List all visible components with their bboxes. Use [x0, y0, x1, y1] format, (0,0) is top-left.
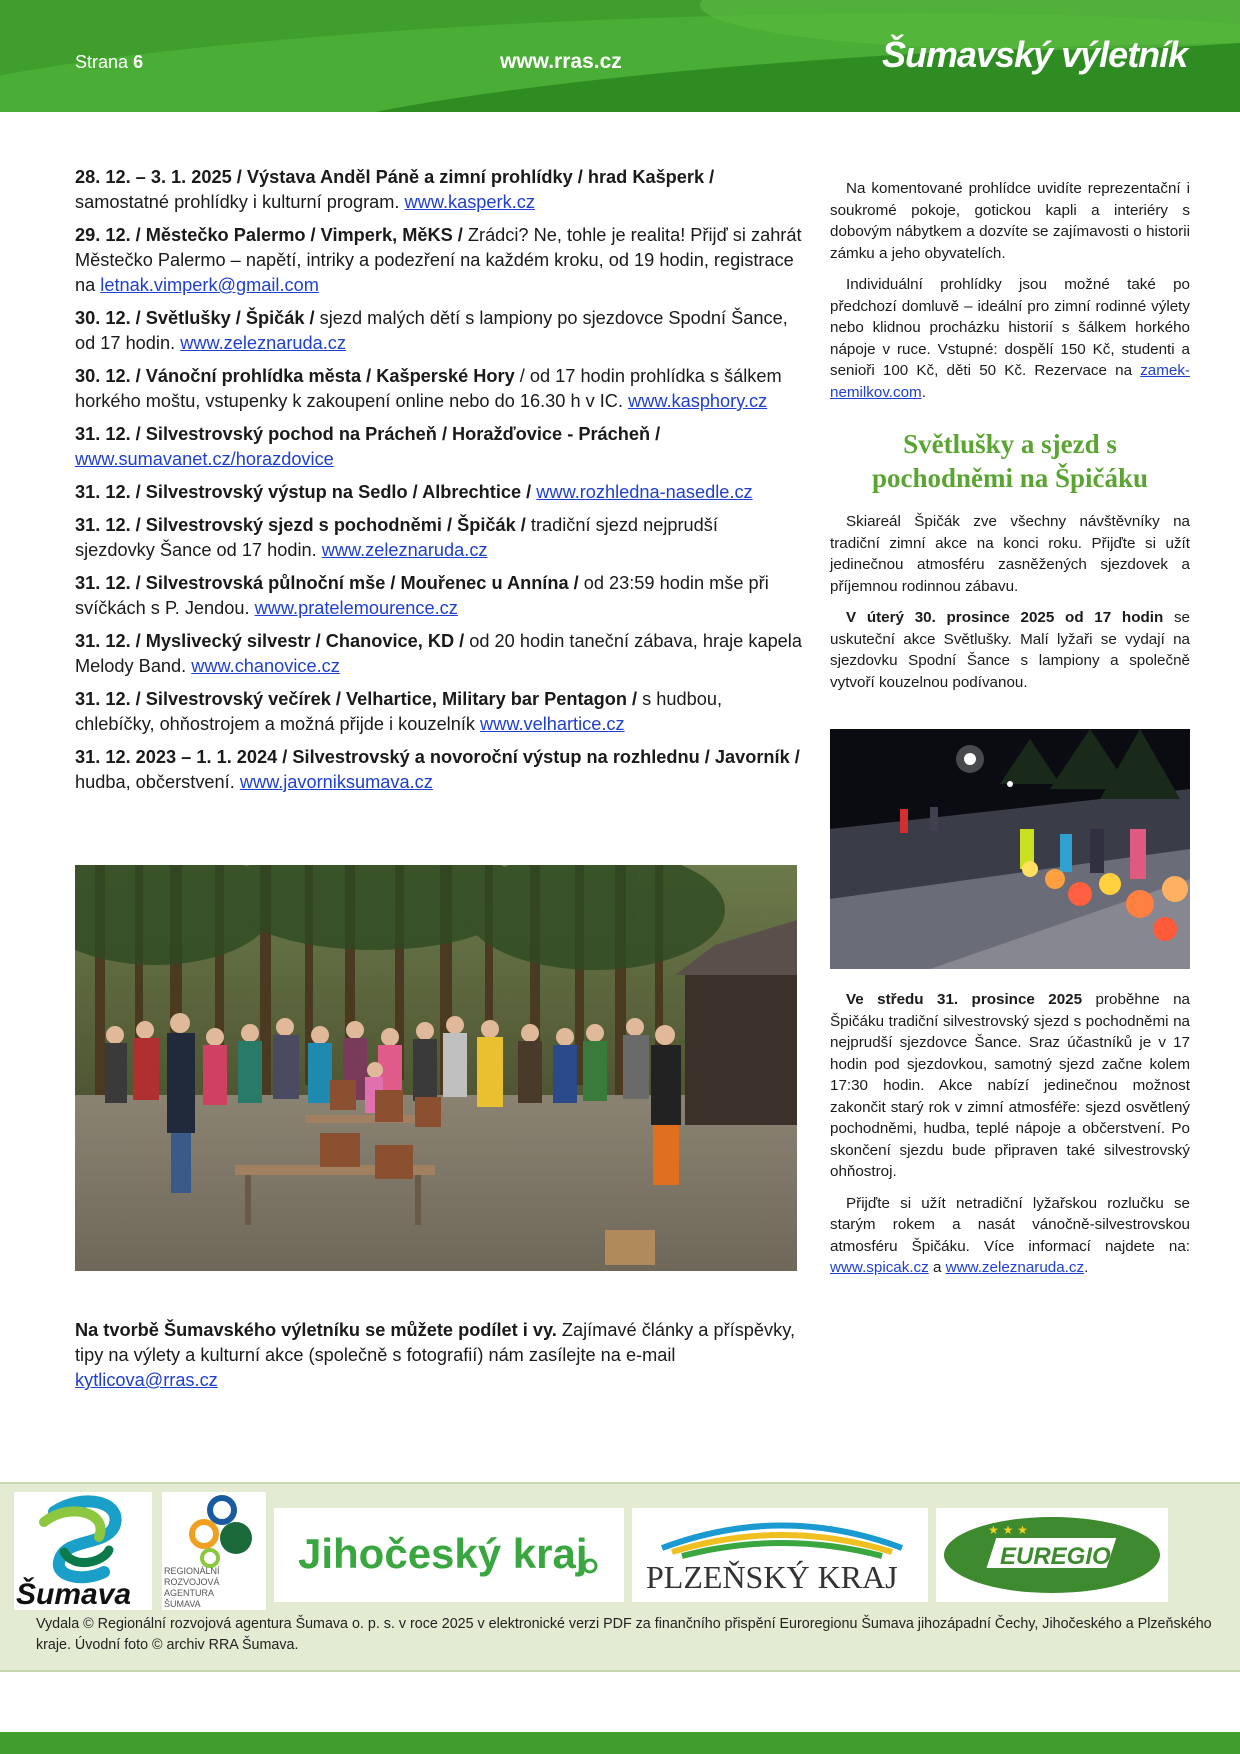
jihocesky-kraj-logo: [274, 1508, 624, 1602]
svg-text:Šumava: Šumava: [16, 1578, 132, 1610]
page-number: Strana 6: [75, 52, 144, 72]
zeleznaruda-link[interactable]: www.zeleznaruda.cz: [945, 1259, 1085, 1276]
reservation-link[interactable]: zamek-nemilkov.com: [830, 362, 1190, 401]
paragraph: Ve středu 31. prosince 2025 proběhne na Špičáku tradiční silvestrovský sjezd s pochodněmi na nejprudší sjezdovce Šance. Sraz účastníků je v 17 hodin pod sjezdovkou, samotný sjezd začne kolem 17:30 hodin. Akce nabízí jedinečnou možnost zakončit starý rok v zimní atmosféře: sjezd osvětlený pochodněmi, hudba, teplé nápoje a občerstvení. Po skončení sjezdu bude připraven také silvestrovský ohňostroj.: [830, 991, 1190, 1180]
contribute-note: Na tvorbě Šumavského výletníku se můžete podílet i vy. Zajímavé články a příspěvky, tipy na výlety a kulturní akce (společně s fotografií) nám zasílejte na e-mail kytlicova@rras.cz: [75, 1320, 796, 1390]
svg-text:PLZEŇSKÝ KRAJ: PLZEŇSKÝ KRAJ: [646, 1559, 898, 1595]
event-item: 31. 12. / Myslivecký silvestr / Chanovice, KD / od 20 hodin taneční zábava, hraje kapela Melody Band. www.chanovice.cz: [75, 631, 802, 676]
event-link[interactable]: www.sumavanet.cz/horazdovice: [75, 449, 334, 469]
svg-text:REGIONÁLNÍ: REGIONÁLNÍ: [164, 1566, 220, 1576]
event-item: 29. 12. / Městečko Palermo / Vimperk, MěKS / Zrádci? Ne, tohle je realita! Přijď si zahrát Městečko Palermo – napětí, intriky a podezření na každém kroku, od 19 hodin, registrace na letnak.vimperk@gmail.com: [75, 225, 802, 295]
event-link[interactable]: www.velhartice.cz: [480, 714, 625, 734]
event-item: 28. 12. – 3. 1. 2025 / Výstava Anděl Páně a zimní prohlídky / hrad Kašperk / samostatné prohlídky i kulturní program. www.kasperk.cz: [75, 167, 715, 212]
event-link[interactable]: www.pratelemourence.cz: [254, 598, 458, 618]
event-item: 31. 12. / Silvestrovská půlnoční mše / Mouřenec u Annína / od 23:59 hodin mše při svíčkách s P. Jendou. www.pratelemourence.cz: [75, 573, 769, 618]
publisher-note: Vydala © Regionální rozvojová agentura Šumava o. p. s. v roce 2025 v elektronické verzi PDF za finančního přispění Euroregionu Šumava jihozápadní Čechy, Jihočeského a Plzeňského kraje. Úvodní foto © archiv RRA Šumava.: [36, 1616, 1212, 1653]
paragraph: V úterý 30. prosince 2025 od 17 hodin se uskuteční akce Světlušky. Malí lyžaři se vydají na sjezdovku Spodní Šance s lampiony a společně vytvoří kouzelnou podívanou.: [830, 609, 1191, 691]
event-link[interactable]: www.javorniksumava.cz: [239, 772, 433, 792]
svg-text:AGENTURA: AGENTURA: [164, 1588, 215, 1598]
bottom-bar: [0, 1732, 1240, 1754]
svg-text:ŠUMAVA: ŠUMAVA: [164, 1599, 201, 1609]
svg-text:Jihočeský kraj: Jihočeský kraj: [298, 1530, 588, 1577]
event-link[interactable]: www.kasphory.cz: [628, 391, 768, 411]
event-link[interactable]: www.rozhledna-nasedle.cz: [536, 482, 753, 502]
event-link[interactable]: www.kasperk.cz: [404, 192, 535, 212]
event-item: 30. 12. / Světlušky / Špičák / sjezd malých dětí s lampiony po sjezdovce Spodní Šance, od 17 hodin. www.zeleznaruda.cz: [75, 308, 788, 353]
sumava-logo: [14, 1492, 152, 1610]
spicak-link[interactable]: www.spicak.cz: [830, 1259, 929, 1276]
paragraph: Skiareál Špičák zve všechny návštěvníky na tradiční zimní akce na konci roku. Přijďte si užít jedinečnou atmosféru zasněžených sjezdovek a příjemnou rodinnou zábavu.: [830, 513, 1190, 595]
event-link[interactable]: www.zeleznaruda.cz: [321, 540, 488, 560]
event-item: 31. 12. / Silvestrovský večírek / Velhartice, Military bar Pentagon / s hudbou, chlebíčky, ohňostrojem a možná přijde i kouzelník www.velhartice.cz: [75, 689, 723, 734]
paragraph: Na komentované prohlídce uvidíte reprezentační i soukromé pokoje, gotickou kapli a interiéry s dobovým nábytkem a dozvíte se zajímavosti o historii zámku a jeho obyvatelích.: [830, 180, 1190, 262]
brand-title: Šumavský výletník: [882, 34, 1188, 75]
email-link[interactable]: kytlicova@rras.cz: [75, 1370, 218, 1390]
rras-logo: [162, 1492, 266, 1610]
svg-text:EUREGIO: EUREGIO: [1000, 1543, 1111, 1570]
event-link[interactable]: www.chanovice.cz: [191, 656, 340, 676]
section-heading: Světlušky a sjezd s pochodněmi na Špičáku: [871, 429, 1149, 493]
euregio-logo: [936, 1508, 1168, 1602]
events-list: [75, 165, 802, 803]
partner-footer: [0, 1482, 1240, 1672]
forest-gathering-photo: [75, 865, 797, 1271]
event-item: 31. 12. 2023 – 1. 1. 2024 / Silvestrovský a novoroční výstup na rozhlednu / Javorník / hudba, občerstvení. www.javorniksumava.cz: [75, 747, 800, 792]
night-ski-photo: [830, 729, 1190, 969]
svg-text:ROZVOJOVÁ: ROZVOJOVÁ: [164, 1577, 220, 1587]
header-url[interactable]: www.rras.cz: [500, 50, 622, 73]
event-link[interactable]: www.zeleznaruda.cz: [180, 333, 346, 353]
page-header: [0, 0, 1240, 112]
event-item: 31. 12. / Silvestrovský pochod na Prácheň / Horažďovice - Prácheň / www.sumavanet.cz/horazdovice: [75, 424, 661, 469]
event-item: 31. 12. / Silvestrovský výstup na Sedlo / Albrechtice / www.rozhledna-nasedle.cz: [75, 482, 753, 502]
plzensky-kraj-logo: [632, 1508, 928, 1602]
right-column: [830, 178, 1190, 1289]
paragraph: Přijďte si užít netradiční lyžařskou rozlučku se starým rokem a nasát vánočně-silvestrovskou atmosféru Špičáku. Více informací najdete na: www.spicak.cz a www.zeleznaruda.cz.: [830, 1194, 1190, 1276]
event-link[interactable]: letnak.vimperk@gmail.com: [100, 275, 319, 295]
paragraph: Individuální prohlídky jsou možné také po předchozí domluvě – ideální pro zimní rodinné výlety nebo klidnou procházku historií s šálkem horkého nápoje v ruce. Vstupné: dospělí 150 Kč, studenti a senioři 100 Kč, děti 50 Kč. Rezervace na zamek-nemilkov.com.: [830, 276, 1190, 401]
event-item: 30. 12. / Vánoční prohlídka města / Kašperské Hory / od 17 hodin prohlídka s šálkem horkého moštu, vstupenky k zakoupení online nebo do 16.30 h v IC. www.kasphory.cz: [75, 366, 782, 411]
event-item: 31. 12. / Silvestrovský sjezd s pochodněmi / Špičák / tradiční sjezd nejprudší sjezdovky Šance od 17 hodin. www.zeleznaruda.cz: [75, 515, 718, 560]
svg-text:★ ★ ★: ★ ★ ★: [988, 1523, 1028, 1537]
